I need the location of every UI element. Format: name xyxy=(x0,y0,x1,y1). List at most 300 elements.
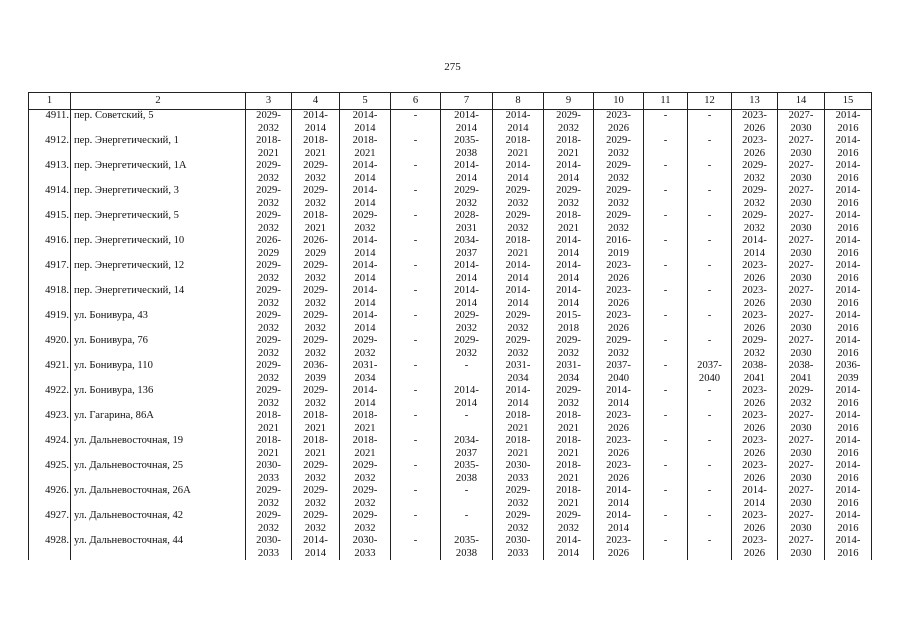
period-cell: 2014- 2014 xyxy=(441,260,493,285)
period-cell: - xyxy=(688,510,732,535)
period-cell: 2014- 2016 xyxy=(825,110,872,136)
period-cell: 2029- 2032 xyxy=(292,510,340,535)
period-cell: - xyxy=(688,335,732,360)
period-cell: - xyxy=(391,335,441,360)
period-cell: 2016- 2019 xyxy=(594,235,644,260)
period-cell: 2014- 2016 xyxy=(825,160,872,185)
period-cell: - xyxy=(391,185,441,210)
period-cell: 2029- 2032 xyxy=(246,210,292,235)
table-row xyxy=(29,385,872,410)
period-cell: - xyxy=(688,310,732,335)
row-number: 4911. xyxy=(29,110,71,136)
period-cell: 2018- 2021 xyxy=(544,135,594,160)
period-cell: 2038- 2041 xyxy=(778,360,825,385)
period-cell: 2027- 2030 xyxy=(778,260,825,285)
period-cell: 2014- 2016 xyxy=(825,310,872,335)
period-cell: 2031- 2034 xyxy=(493,360,544,385)
address-cell: ул. Бонивура, 43 xyxy=(71,310,246,335)
period-cell: 2027- 2030 xyxy=(778,410,825,435)
period-cell: - xyxy=(688,135,732,160)
table-row xyxy=(29,510,872,535)
column-header: 10 xyxy=(594,93,644,110)
period-cell: 2014- 2016 xyxy=(825,135,872,160)
row-number: 4918. xyxy=(29,285,71,310)
row-number: 4917. xyxy=(29,260,71,285)
column-header: 9 xyxy=(544,93,594,110)
period-cell: 2014- 2016 xyxy=(825,435,872,460)
period-cell: 2029- 2032 xyxy=(246,285,292,310)
period-cell: - xyxy=(688,185,732,210)
period-cell: - xyxy=(391,285,441,310)
page-number: 275 xyxy=(444,61,461,73)
period-cell: 2037- 2040 xyxy=(688,360,732,385)
period-cell: 2014- 2014 xyxy=(340,235,391,260)
column-header: 1 xyxy=(29,93,71,110)
period-cell: 2018- 2021 xyxy=(493,135,544,160)
period-cell: 2027- 2030 xyxy=(778,110,825,136)
period-cell: 2014- 2014 xyxy=(493,385,544,410)
period-cell: - xyxy=(644,335,688,360)
period-cell: 2018- 2021 xyxy=(246,435,292,460)
period-cell: 2014- 2014 xyxy=(544,235,594,260)
period-cell: 2014- 2016 xyxy=(825,485,872,510)
period-cell: 2018- 2021 xyxy=(544,460,594,485)
period-cell: 2029- 2032 xyxy=(544,335,594,360)
period-cell: 2023- 2026 xyxy=(594,435,644,460)
address-cell: ул. Гагарина, 86А xyxy=(71,410,246,435)
period-cell: 2029- 2032 xyxy=(292,160,340,185)
period-cell: 2029- 2032 xyxy=(493,335,544,360)
period-cell: 2014- 2014 xyxy=(732,485,778,510)
address-cell: пер. Советский, 5 xyxy=(71,110,246,136)
period-cell: 2023- 2026 xyxy=(594,460,644,485)
table-row xyxy=(29,335,872,360)
period-cell: - xyxy=(644,385,688,410)
period-cell: 2014- 2014 xyxy=(493,285,544,310)
period-cell: 2029- 2032 xyxy=(340,460,391,485)
period-cell: 2018- 2021 xyxy=(493,435,544,460)
period-cell: - xyxy=(391,485,441,510)
period-cell: 2034- 2037 xyxy=(441,435,493,460)
period-cell: 2029- 2032 xyxy=(292,460,340,485)
period-cell: 2015- 2018 xyxy=(544,310,594,335)
period-cell: 2018- 2021 xyxy=(292,435,340,460)
period-cell: 2014- 2014 xyxy=(732,235,778,260)
column-header: 5 xyxy=(340,93,391,110)
period-cell: 2030- 2033 xyxy=(493,535,544,560)
period-cell: 2029- 2032 xyxy=(292,485,340,510)
period-cell: 2023- 2026 xyxy=(732,310,778,335)
period-cell: 2035- 2038 xyxy=(441,460,493,485)
table-row xyxy=(29,285,872,310)
period-cell: 2023- 2026 xyxy=(732,460,778,485)
period-cell: 2018- 2021 xyxy=(493,410,544,435)
address-cell: пер. Энергетический, 12 xyxy=(71,260,246,285)
period-cell: 2018- 2021 xyxy=(292,210,340,235)
period-cell: 2029- 2032 xyxy=(292,260,340,285)
period-cell: - xyxy=(441,410,493,435)
period-cell: 2014- 2016 xyxy=(825,185,872,210)
period-cell: 2035- 2038 xyxy=(441,535,493,560)
period-cell: 2027- 2030 xyxy=(778,435,825,460)
period-cell: - xyxy=(441,485,493,510)
period-cell: 2029- 2032 xyxy=(594,335,644,360)
period-cell: - xyxy=(644,135,688,160)
table-row xyxy=(29,160,872,185)
period-cell: 2014- 2014 xyxy=(544,260,594,285)
period-cell: 2029- 2032 xyxy=(246,335,292,360)
period-cell: 2029- 2032 xyxy=(246,510,292,535)
period-cell: - xyxy=(644,285,688,310)
period-cell: 2023- 2026 xyxy=(732,110,778,136)
period-cell: 2014- 2014 xyxy=(594,485,644,510)
period-cell: 2014- 2014 xyxy=(493,260,544,285)
period-cell: - xyxy=(644,410,688,435)
period-cell: 2014- 2016 xyxy=(825,285,872,310)
period-cell: - xyxy=(391,410,441,435)
period-cell: - xyxy=(644,160,688,185)
period-cell: - xyxy=(688,210,732,235)
period-cell: 2023- 2026 xyxy=(732,510,778,535)
period-cell: 2023- 2026 xyxy=(594,410,644,435)
period-cell: - xyxy=(441,510,493,535)
period-cell: 2014- 2016 xyxy=(825,210,872,235)
table-row xyxy=(29,485,872,510)
column-header: 6 xyxy=(391,93,441,110)
period-cell: 2029- 2032 xyxy=(246,360,292,385)
period-cell: 2030- 2033 xyxy=(246,460,292,485)
period-cell: 2034- 2037 xyxy=(441,235,493,260)
address-cell: пер. Энергетический, 14 xyxy=(71,285,246,310)
period-cell: 2014- 2014 xyxy=(340,310,391,335)
row-number: 4916. xyxy=(29,235,71,260)
period-cell: 2029- 2032 xyxy=(292,385,340,410)
period-cell: 2014- 2014 xyxy=(340,160,391,185)
period-cell: 2018- 2021 xyxy=(292,135,340,160)
period-cell: 2023- 2026 xyxy=(732,260,778,285)
period-cell: 2027- 2030 xyxy=(778,510,825,535)
period-cell: 2029- 2032 xyxy=(246,160,292,185)
period-cell: - xyxy=(688,160,732,185)
period-cell: 2018- 2021 xyxy=(292,410,340,435)
address-cell: пер. Энергетический, 10 xyxy=(71,235,246,260)
period-cell: 2018- 2021 xyxy=(340,410,391,435)
period-cell: - xyxy=(391,160,441,185)
period-cell: 2029- 2032 xyxy=(594,185,644,210)
address-cell: пер. Энергетический, 1А xyxy=(71,160,246,185)
period-cell: 2027- 2030 xyxy=(778,485,825,510)
period-cell: 2014- 2014 xyxy=(544,535,594,560)
column-header: 2 xyxy=(71,93,246,110)
period-cell: 2014- 2014 xyxy=(441,110,493,136)
period-cell: 2029- 2032 xyxy=(544,385,594,410)
period-cell: - xyxy=(688,460,732,485)
column-header: 3 xyxy=(246,93,292,110)
period-cell: - xyxy=(391,210,441,235)
row-number: 4915. xyxy=(29,210,71,235)
period-cell: 2029- 2032 xyxy=(594,160,644,185)
period-cell: - xyxy=(688,260,732,285)
row-number: 4922. xyxy=(29,385,71,410)
period-cell: 2023- 2026 xyxy=(594,310,644,335)
row-number: 4925. xyxy=(29,460,71,485)
period-cell: 2029- 2032 xyxy=(493,185,544,210)
period-cell: - xyxy=(391,235,441,260)
period-cell: 2014- 2016 xyxy=(825,460,872,485)
period-cell: 2031- 2034 xyxy=(544,360,594,385)
table-row xyxy=(29,360,872,385)
period-cell: 2029- 2032 xyxy=(493,510,544,535)
period-cell: 2029- 2032 xyxy=(340,335,391,360)
table-body xyxy=(29,110,872,561)
period-cell: 2029- 2032 xyxy=(544,110,594,136)
address-cell: ул. Бонивура, 136 xyxy=(71,385,246,410)
period-cell: - xyxy=(391,510,441,535)
period-cell: 2023- 2026 xyxy=(594,110,644,136)
period-cell: 2027- 2030 xyxy=(778,460,825,485)
table-header-row xyxy=(29,93,872,110)
column-header: 14 xyxy=(778,93,825,110)
column-header: 15 xyxy=(825,93,872,110)
period-cell: 2029- 2032 xyxy=(441,335,493,360)
period-cell: 2029- 2032 xyxy=(493,485,544,510)
period-cell: - xyxy=(688,410,732,435)
period-cell: - xyxy=(688,285,732,310)
period-cell: 2023- 2026 xyxy=(732,135,778,160)
period-cell: 2030- 2033 xyxy=(340,535,391,560)
period-cell: - xyxy=(644,310,688,335)
period-cell: 2018- 2021 xyxy=(544,210,594,235)
period-cell: 2035- 2038 xyxy=(441,135,493,160)
period-cell: 2018- 2021 xyxy=(544,485,594,510)
table-row xyxy=(29,435,872,460)
period-cell: - xyxy=(688,535,732,560)
period-cell: - xyxy=(391,535,441,560)
period-cell: - xyxy=(391,110,441,136)
period-cell: - xyxy=(644,510,688,535)
row-number: 4919. xyxy=(29,310,71,335)
table-row xyxy=(29,460,872,485)
period-cell: 2029- 2032 xyxy=(340,510,391,535)
period-cell: - xyxy=(688,110,732,136)
period-cell: 2029- 2032 xyxy=(340,210,391,235)
period-cell: 2027- 2030 xyxy=(778,285,825,310)
table-row xyxy=(29,535,872,560)
period-cell: 2029- 2032 xyxy=(441,310,493,335)
period-cell: 2023- 2026 xyxy=(732,285,778,310)
period-cell: - xyxy=(644,460,688,485)
address-cell: пер. Энергетический, 1 xyxy=(71,135,246,160)
period-cell: - xyxy=(644,185,688,210)
period-cell: 2029- 2032 xyxy=(732,160,778,185)
period-cell: 2014- 2014 xyxy=(292,535,340,560)
period-cell: 2029- 2032 xyxy=(732,210,778,235)
address-cell: ул. Дальневосточная, 44 xyxy=(71,535,246,560)
period-cell: 2036- 2039 xyxy=(292,360,340,385)
period-cell: 2014- 2014 xyxy=(441,285,493,310)
period-cell: - xyxy=(688,435,732,460)
period-cell: 2018- 2021 xyxy=(246,135,292,160)
period-cell: 2031- 2034 xyxy=(340,360,391,385)
period-cell: - xyxy=(644,260,688,285)
period-cell: 2027- 2030 xyxy=(778,235,825,260)
column-header: 7 xyxy=(441,93,493,110)
period-cell: 2029- 2032 xyxy=(544,185,594,210)
period-cell: 2014- 2014 xyxy=(544,285,594,310)
period-cell: 2029- 2032 xyxy=(493,310,544,335)
period-cell: 2029- 2032 xyxy=(246,185,292,210)
period-cell: 2018- 2021 xyxy=(246,410,292,435)
period-cell: 2026- 2029 xyxy=(292,235,340,260)
row-number: 4912. xyxy=(29,135,71,160)
period-cell: 2029- 2032 xyxy=(246,485,292,510)
period-cell: 2027- 2030 xyxy=(778,335,825,360)
period-cell: 2029- 2032 xyxy=(778,385,825,410)
period-cell: 2014- 2014 xyxy=(340,385,391,410)
period-cell: - xyxy=(391,310,441,335)
address-cell: ул. Дальневосточная, 25 xyxy=(71,460,246,485)
period-cell: 2014- 2014 xyxy=(340,185,391,210)
period-cell: 2014- 2014 xyxy=(441,160,493,185)
period-cell: 2029- 2032 xyxy=(594,210,644,235)
period-cell: 2029- 2032 xyxy=(493,210,544,235)
period-cell: - xyxy=(644,485,688,510)
period-cell: 2029- 2032 xyxy=(246,310,292,335)
period-cell: - xyxy=(688,485,732,510)
period-cell: 2014- 2014 xyxy=(493,160,544,185)
period-cell: 2036- 2039 xyxy=(825,360,872,385)
row-number: 4927. xyxy=(29,510,71,535)
table-row xyxy=(29,135,872,160)
row-number: 4921. xyxy=(29,360,71,385)
period-cell: - xyxy=(644,360,688,385)
address-cell: ул. Бонивура, 76 xyxy=(71,335,246,360)
table-row xyxy=(29,110,872,136)
period-cell: 2014- 2016 xyxy=(825,235,872,260)
period-cell: - xyxy=(391,460,441,485)
period-cell: 2023- 2026 xyxy=(594,535,644,560)
address-cell: ул. Дальневосточная, 42 xyxy=(71,510,246,535)
column-header: 11 xyxy=(644,93,688,110)
period-cell: 2014- 2016 xyxy=(825,335,872,360)
period-cell: 2018- 2021 xyxy=(544,410,594,435)
period-cell: 2027- 2030 xyxy=(778,185,825,210)
period-cell: 2026- 2029 xyxy=(246,235,292,260)
row-number: 4913. xyxy=(29,160,71,185)
period-cell: 2014- 2014 xyxy=(340,110,391,136)
period-cell: 2014- 2016 xyxy=(825,535,872,560)
period-cell: 2029- 2032 xyxy=(544,510,594,535)
column-header: 4 xyxy=(292,93,340,110)
period-cell: 2029- 2032 xyxy=(732,335,778,360)
period-cell: 2014- 2014 xyxy=(544,160,594,185)
row-number: 4924. xyxy=(29,435,71,460)
period-cell: 2014- 2016 xyxy=(825,260,872,285)
table-row xyxy=(29,185,872,210)
period-cell: 2014- 2014 xyxy=(340,260,391,285)
period-cell: 2029- 2032 xyxy=(732,185,778,210)
period-cell: - xyxy=(644,110,688,136)
period-cell: 2014- 2016 xyxy=(825,510,872,535)
period-cell: 2023- 2026 xyxy=(732,410,778,435)
period-cell: - xyxy=(644,435,688,460)
table-row xyxy=(29,235,872,260)
row-number: 4923. xyxy=(29,410,71,435)
period-cell: 2029- 2032 xyxy=(246,110,292,136)
period-cell: - xyxy=(644,235,688,260)
period-cell: 2029- 2032 xyxy=(594,135,644,160)
period-cell: 2023- 2026 xyxy=(732,435,778,460)
period-cell: 2029- 2032 xyxy=(246,385,292,410)
address-cell: ул. Бонивура, 110 xyxy=(71,360,246,385)
period-cell: 2030- 2033 xyxy=(246,535,292,560)
period-cell: - xyxy=(644,210,688,235)
column-header: 12 xyxy=(688,93,732,110)
period-cell: 2029- 2032 xyxy=(441,185,493,210)
period-cell: 2027- 2030 xyxy=(778,135,825,160)
row-number: 4920. xyxy=(29,335,71,360)
period-cell: 2027- 2030 xyxy=(778,160,825,185)
period-cell: 2023- 2026 xyxy=(594,260,644,285)
period-cell: 2027- 2030 xyxy=(778,310,825,335)
period-cell: 2014- 2014 xyxy=(441,385,493,410)
period-cell: 2029- 2032 xyxy=(340,485,391,510)
period-cell: - xyxy=(391,260,441,285)
address-cell: ул. Дальневосточная, 19 xyxy=(71,435,246,460)
period-cell: 2029- 2032 xyxy=(292,285,340,310)
period-cell: - xyxy=(391,385,441,410)
period-cell: - xyxy=(688,235,732,260)
period-cell: 2029- 2032 xyxy=(292,310,340,335)
period-cell: 2014- 2016 xyxy=(825,385,872,410)
table-row xyxy=(29,260,872,285)
period-cell: 2014- 2014 xyxy=(594,510,644,535)
period-cell: 2014- 2014 xyxy=(340,285,391,310)
period-cell: 2028- 2031 xyxy=(441,210,493,235)
period-cell: - xyxy=(688,385,732,410)
period-cell: 2023- 2026 xyxy=(732,385,778,410)
row-number: 4928. xyxy=(29,535,71,560)
period-cell: - xyxy=(441,360,493,385)
period-cell: 2014- 2014 xyxy=(493,110,544,136)
period-cell: - xyxy=(391,360,441,385)
period-cell: 2027- 2030 xyxy=(778,210,825,235)
address-cell: пер. Энергетический, 3 xyxy=(71,185,246,210)
schedule-table xyxy=(28,92,872,560)
period-cell: 2038- 2041 xyxy=(732,360,778,385)
row-number: 4914. xyxy=(29,185,71,210)
period-cell: 2014- 2014 xyxy=(292,110,340,136)
period-cell: - xyxy=(644,535,688,560)
table-row xyxy=(29,310,872,335)
column-header: 13 xyxy=(732,93,778,110)
table-row xyxy=(29,210,872,235)
period-cell: 2029- 2032 xyxy=(292,185,340,210)
period-cell: 2027- 2030 xyxy=(778,535,825,560)
period-cell: 2018- 2021 xyxy=(340,135,391,160)
period-cell: 2014- 2014 xyxy=(594,385,644,410)
address-cell: пер. Энергетический, 5 xyxy=(71,210,246,235)
period-cell: - xyxy=(391,135,441,160)
column-header: 8 xyxy=(493,93,544,110)
period-cell: - xyxy=(391,435,441,460)
period-cell: 2029- 2032 xyxy=(246,260,292,285)
address-cell: ул. Дальневосточная, 26А xyxy=(71,485,246,510)
period-cell: 2023- 2026 xyxy=(594,285,644,310)
period-cell: 2018- 2021 xyxy=(493,235,544,260)
row-number: 4926. xyxy=(29,485,71,510)
period-cell: 2018- 2021 xyxy=(340,435,391,460)
